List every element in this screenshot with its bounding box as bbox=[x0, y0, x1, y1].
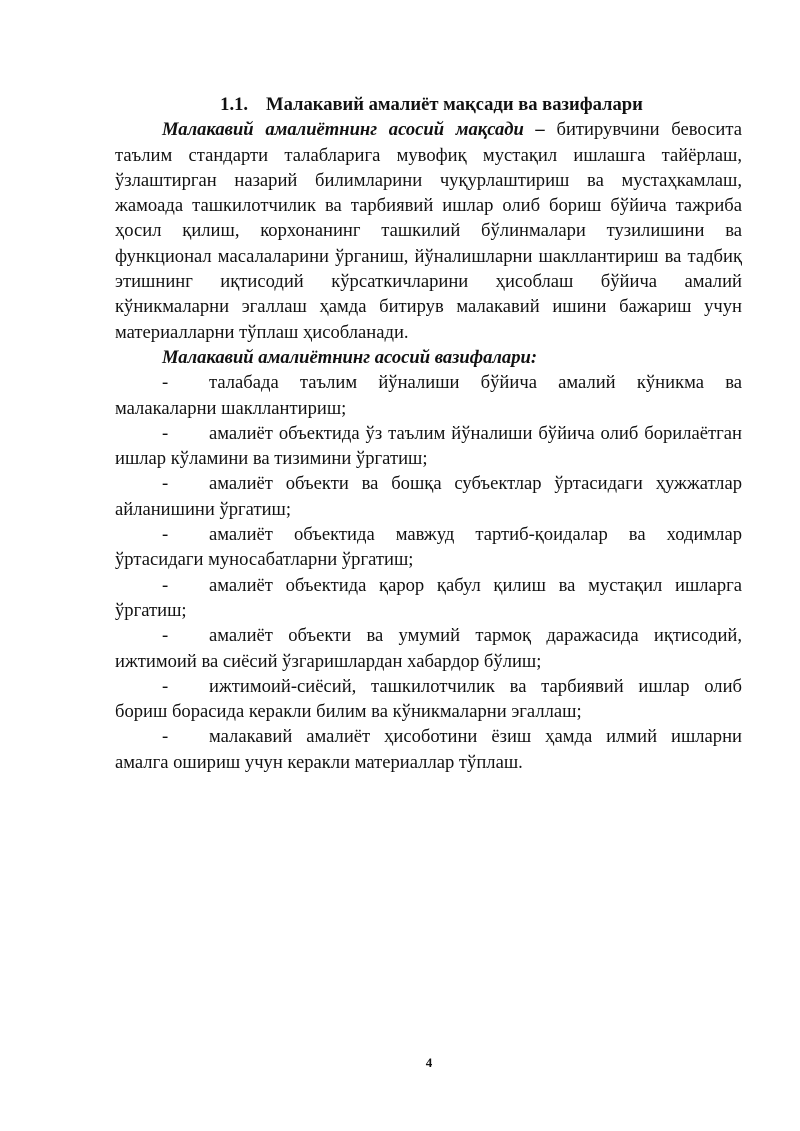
tasks-list bbox=[115, 370, 742, 775]
page-number: 4 bbox=[425, 1055, 433, 1070]
list-item-text: амалиёт объектида мавжуд тартиб-қоидалар ва ходимлар ўртасидаги муносабатларни ўргатиш; bbox=[115, 524, 742, 571]
list-item bbox=[115, 724, 742, 775]
list-item-text: амалиёт объектида ўз таълим йўналиши бўйича олиб борилаётган ишлар кўламини ва тизимини ўргатиш; bbox=[115, 422, 742, 470]
bullet-marker: - bbox=[162, 625, 169, 647]
bullet-marker: - bbox=[162, 422, 169, 444]
page-content bbox=[115, 92, 742, 775]
list-item bbox=[115, 421, 742, 472]
bullet-marker: - bbox=[162, 473, 169, 495]
goal-lead: Малакавий амалиётнинг асосий мақсади – bbox=[162, 119, 545, 141]
list-item bbox=[115, 370, 742, 421]
bullet-marker: - bbox=[162, 574, 169, 596]
goal-text: битирувчини бевосита таълим стандарти талабларига мувофиқ мустақил ишлашга тайёрлаш, ўзлаштирган назарий билимларини чуқурлаштириш ва мустаҳкамлаш, жамоада ташкилотчилик ва тарбиявий ишлар олиб бориш бўйича тажриба ҳосил қилиш, корхонанинг ташкилий бўлинмалари тузилишини ва функционал масалаларини ўрганиш, йўналишларни шакллантириш ва тадбиқ этишнинг иқтисодий кўрсаткичларини ҳисоблаш бўйича амалий кўникмаларни эгаллаш ҳамда битирув малакавий ишини бажариш учун материалларни тўплаш ҳисобланади. bbox=[115, 119, 742, 343]
bullet-marker: - bbox=[162, 675, 169, 697]
bullet-marker: - bbox=[162, 524, 169, 546]
list-item-text: амалиёт объекти ва бошқа субъектлар ўртасидаги ҳужжатлар айланишини ўргатиш; bbox=[115, 473, 742, 520]
list-item-text: малакавий амалиёт ҳисоботини ёзиш ҳамда илмий ишларни амалга ошириш учун керакли материаллар тўплаш. bbox=[115, 726, 742, 773]
bullet-marker: - bbox=[162, 726, 169, 748]
list-item bbox=[115, 522, 742, 573]
bullet-marker: - bbox=[162, 372, 169, 394]
list-item bbox=[115, 573, 742, 624]
list-item bbox=[115, 471, 742, 522]
list-item-text: ижтимоий-сиёсий, ташкилотчилик ва тарбиявий ишлар олиб бориш борасида керакли билим ва кўникмаларни эгаллаш; bbox=[115, 675, 742, 723]
goal-paragraph bbox=[115, 117, 742, 345]
section-heading bbox=[115, 92, 742, 117]
tasks-heading: Малакавий амалиётнинг асосий вазифалари: bbox=[162, 346, 538, 368]
list-item bbox=[115, 623, 742, 674]
section-title: Малакавий амалиёт мақсади ва вазифалари bbox=[266, 94, 643, 115]
section-number: 1.1. bbox=[220, 94, 249, 115]
list-item-text: талабада таълим йўналиши бўйича амалий кўникма ва малакаларни шакллантириш; bbox=[115, 372, 742, 419]
list-item bbox=[115, 674, 742, 725]
list-item-text: амалиёт объектида қарор қабул қилиш ва мустақил ишларга ўргатиш; bbox=[115, 574, 742, 621]
list-item-text: амалиёт объекти ва умумий тармоқ даражасида иқтисодий, ижтимоий ва сиёсий ўзгаришлардан хабардор бўлиш; bbox=[115, 625, 742, 672]
